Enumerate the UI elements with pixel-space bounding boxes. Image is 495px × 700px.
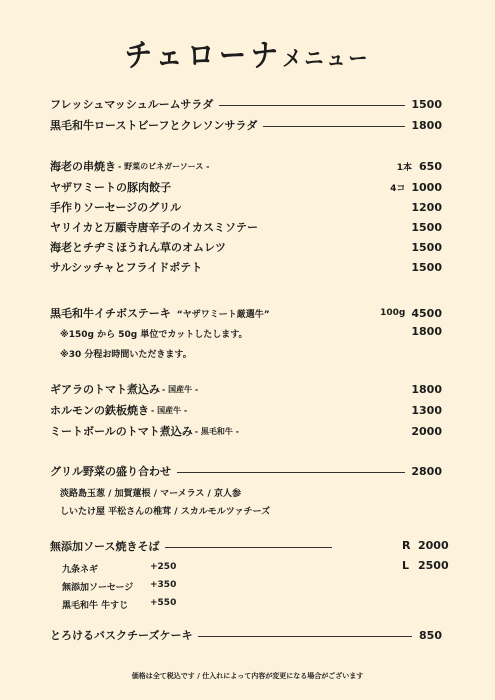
- steak-extra-note: ※150g から 50g 単位でカットしたします。: [60, 330, 248, 340]
- item-name: ホルモンの鉄板焼き: [50, 404, 149, 417]
- item-note: - 国産牛 -: [151, 405, 188, 415]
- item-price: 650: [419, 159, 442, 173]
- topping-price: +350: [150, 580, 177, 590]
- menu-item: [50, 158, 442, 174]
- item-note: - 国産牛 -: [162, 384, 199, 394]
- menu-title-main: チェローナ: [124, 38, 283, 74]
- topping-name: 九条ネギ: [62, 565, 99, 575]
- item-quantity: 4コ: [390, 183, 406, 194]
- grill-vegetables-line: しいたけ屋 平松さんの椎茸 / スカルモルツァチーズ: [60, 507, 271, 517]
- item-name: 黒毛和牛ローストビーフとクレソンサラダ: [50, 119, 258, 132]
- topping-row: [62, 580, 177, 593]
- size-option: [402, 559, 449, 572]
- item-name: とろけるバスクチーズケーキ: [50, 629, 193, 642]
- menu-item: [50, 117, 442, 133]
- item-price: 1500: [411, 97, 442, 111]
- item-name: ヤリイカと万願寺唐辛子のイカスミソテー: [50, 221, 259, 234]
- menu-item: [50, 538, 442, 554]
- item-note: - 野菜のビネガーソース -: [118, 161, 210, 171]
- item-name: サルシッチャとフライドポテト: [50, 261, 203, 274]
- item-quantity: 100g: [380, 308, 406, 318]
- menu-item: [50, 463, 442, 479]
- item-name: 黒毛和牛イチボステーキ: [50, 307, 171, 320]
- item-price: 1800: [411, 382, 442, 396]
- menu-item: [50, 96, 442, 112]
- menu-item: [50, 259, 442, 275]
- item-note: - 黒毛和牛 -: [194, 426, 239, 436]
- topping-row: [62, 598, 177, 611]
- menu-item: [50, 305, 442, 321]
- grill-vegetables-line: 淡路島玉葱 / 加賀蓮根 / マーメラス / 京人参: [60, 489, 241, 499]
- item-name: ミートボールのトマト煮込み: [50, 425, 193, 438]
- item-name: 海老とチヂミほうれん草のオムレツ: [50, 241, 226, 254]
- topping-name: 無添加ソーセージ: [62, 583, 134, 593]
- item-name: フレッシュマッシュルームサラダ: [50, 98, 214, 111]
- menu-item: [50, 199, 442, 215]
- size-price: 2500: [418, 559, 449, 572]
- topping-name: 黒毛和牛 牛すじ: [62, 601, 129, 611]
- topping-row: [62, 562, 177, 575]
- item-name: ギアラのトマト煮込み: [50, 383, 160, 396]
- item-name: 無添加ソース焼きそば: [50, 540, 160, 553]
- item-name: 海老の串焼き: [50, 160, 116, 173]
- leader-line: [198, 636, 412, 637]
- menu-item: [50, 219, 442, 235]
- menu-title-sub: メニュー: [282, 47, 371, 72]
- size-label: L: [402, 559, 410, 572]
- item-price: 1800: [411, 118, 442, 132]
- item-name: 手作りソーセージのグリル: [50, 201, 182, 214]
- item-price: 2800: [411, 464, 442, 478]
- item-price: 2000: [411, 424, 442, 438]
- menu-item: [50, 402, 442, 418]
- menu-title: [30, 30, 466, 75]
- steak-extra-price: 1800: [411, 325, 442, 338]
- item-price: 1200: [411, 200, 442, 214]
- size-label: R: [402, 539, 411, 552]
- leader-line: [165, 547, 332, 548]
- item-price: 1500: [411, 240, 442, 254]
- footer-note: 価格は全て税込です / 仕入れによって内容が変更になる場合がございます: [131, 672, 364, 680]
- menu-item: [50, 423, 442, 439]
- item-price: 4500: [411, 306, 442, 320]
- menu-item: [50, 381, 442, 397]
- leader-line: [219, 105, 405, 106]
- leader-line: [263, 126, 405, 127]
- item-quantity: 1本: [396, 162, 412, 173]
- item-name: グリル野菜の盛り合わせ: [50, 465, 171, 478]
- item-price: 1500: [411, 260, 442, 274]
- menu-item: [50, 179, 442, 195]
- menu-item: [50, 239, 442, 255]
- steak-time-note: ※30 分程お時間いただきます。: [60, 350, 192, 360]
- size-option: [402, 539, 449, 552]
- item-note: “ヤザワミート厳選牛”: [176, 309, 270, 320]
- item-price: 850: [419, 628, 442, 642]
- size-price: 2000: [418, 539, 449, 552]
- topping-price: +550: [150, 598, 177, 608]
- item-price: 1500: [411, 220, 442, 234]
- topping-price: +250: [150, 562, 177, 572]
- leader-line: [177, 472, 405, 473]
- item-name: ヤザワミートの豚肉餃子: [50, 181, 171, 194]
- item-price: 1300: [411, 403, 442, 417]
- menu-item: [50, 627, 442, 643]
- item-price: 1000: [411, 180, 442, 194]
